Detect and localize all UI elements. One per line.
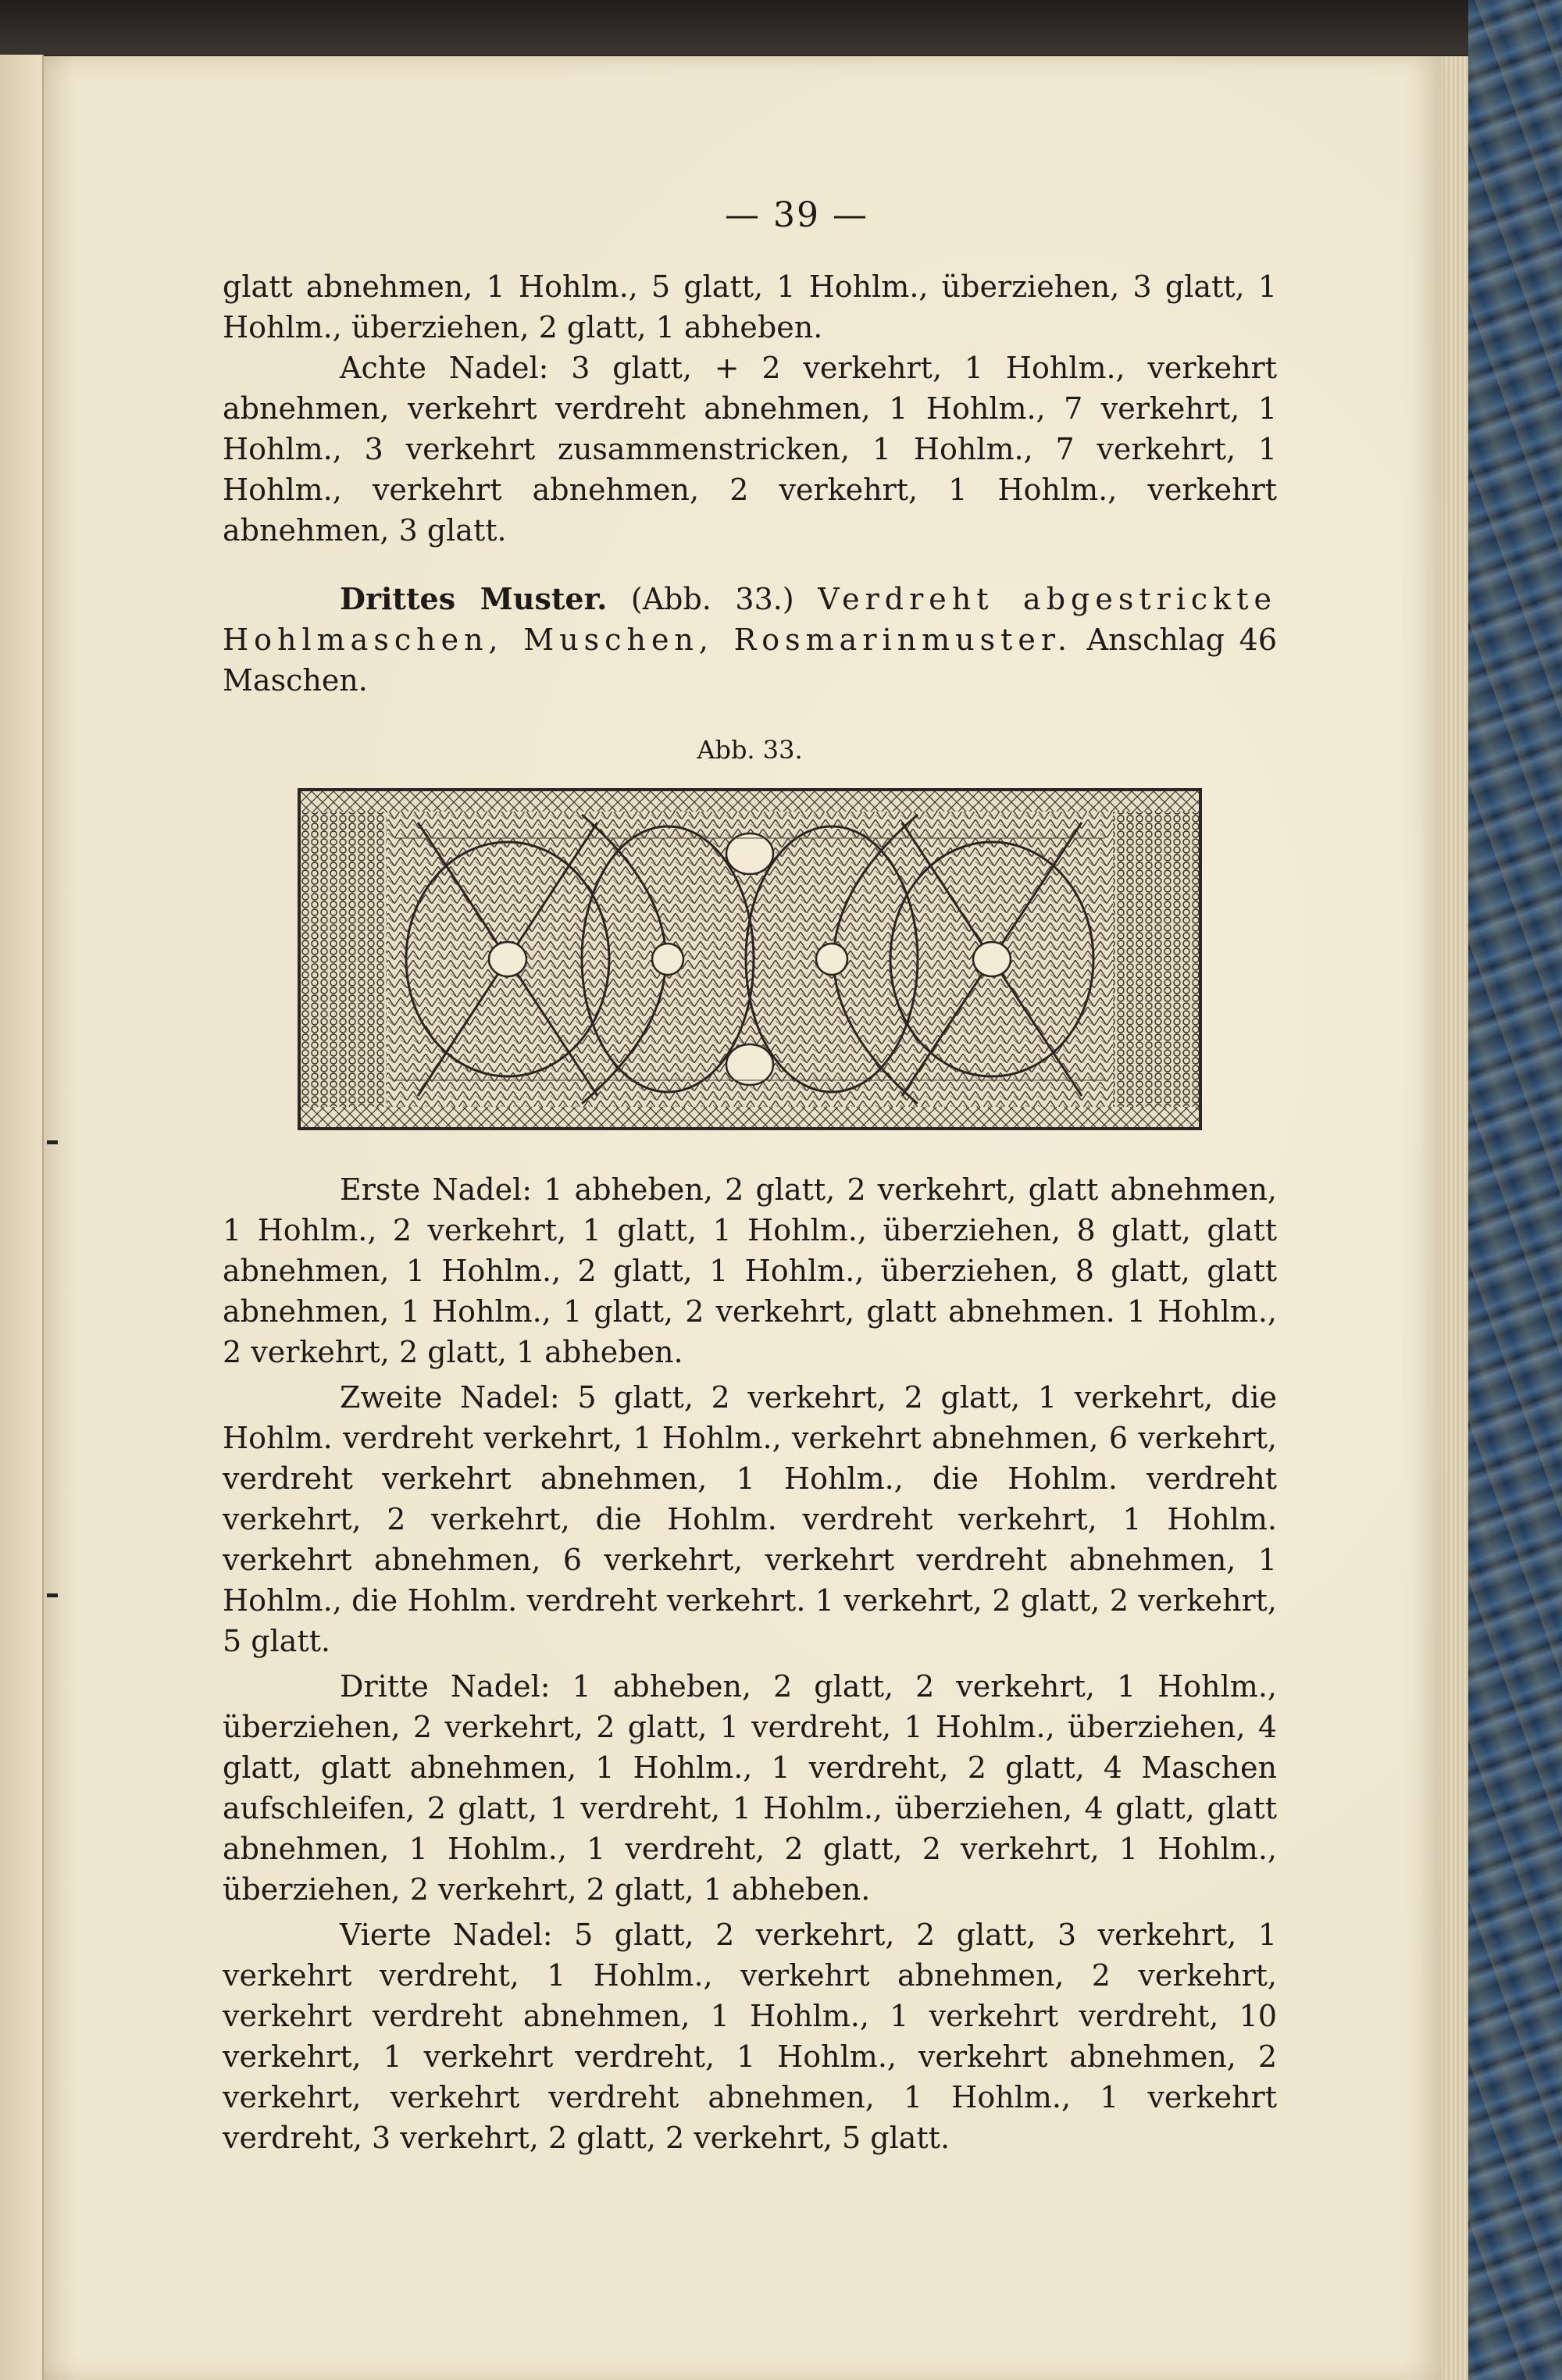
previous-page-edge bbox=[0, 55, 44, 2380]
cast-on: Anschlag 46 Maschen. bbox=[223, 623, 1277, 698]
row-instruction: Zweite Nadel: 5 glatt, 2 verkehrt, 2 glatt, 1 verkehrt, die Hohlm. verdreht verkehrt, 1 Hohlm., verkehrt abnehmen, 6 verkehrt, verdreht verkehrt abnehmen, 1 Hohlm., die Hohlm. verdreht verkehrt, 2 verkehrt, die Hohlm. verdreht verkehrt, 1 Hohlm. verkehrt abnehmen, 6 verkehrt, verkehrt verdreht abnehmen, 1 Hohlm., die Hohlm. verdreht verkehrt. 1 verkehrt, 2 glatt, 2 verkehrt, 5 glatt. bbox=[223, 1380, 1277, 1658]
gutter-mark bbox=[47, 1593, 58, 1597]
intro-paragraph: glatt abnehmen, 1 Hohlm., 5 glatt, 1 Hohlm., überziehen, 3 glatt, 1 Hohlm., überziehen, 2 glatt, 1 abheben. bbox=[223, 269, 1277, 344]
row-instruction: Vierte Nadel: 5 glatt, 2 verkehrt, 2 glatt, 3 verkehrt, 1 verkehrt verdreht, 1 Hohlm., verkehrt abnehmen, 2 verkehrt, verkehrt verdreht abnehmen, 1 Hohlm., 1 verkehrt verdreht, 10 verkehrt, 1 verkehrt verdreht, 1 Hohlm., verkehrt abnehmen, 2 verkehrt, verkehrt verdreht abnehmen, 1 Hohlm., 1 verkehrt verdreht, 3 verkehrt, 2 glatt, 2 verkehrt, 5 glatt. bbox=[223, 1918, 1277, 2155]
figure-label: Abb. 33. bbox=[697, 735, 803, 765]
scan-top-border bbox=[0, 0, 1562, 55]
marbled-cover-edge bbox=[1468, 0, 1562, 2380]
intro-paragraph: Achte Nadel: 3 glatt, + 2 verkehrt, 1 Hohlm., verkehrt abnehmen, verkehrt verdreht abnehmen, 1 Hohlm., 7 verkehrt, 1 Hohlm., 3 verkehrt zusammenstricken, 1 Hohlm., 7 verkehrt, 1 Hohlm., verkehrt abnehmen, 2 verkehrt, 1 Hohlm., verkehrt abnehmen, 3 glatt. bbox=[223, 351, 1277, 548]
pattern-heading bbox=[223, 579, 1277, 701]
knitting-pattern-drawing bbox=[301, 791, 1199, 1127]
page-content bbox=[223, 195, 1277, 2158]
pattern-subtitle: Verdreht abgestrickte Hohlmaschen, Muschen, Rosmarinmuster. bbox=[223, 582, 1277, 657]
figure-reference: (Abb. 33.) bbox=[630, 582, 794, 616]
gutter-mark bbox=[47, 1140, 58, 1144]
knitting-pattern-illustration bbox=[298, 788, 1202, 1130]
row-instruction: Erste Nadel: 1 abheben, 2 glatt, 2 verkehrt, glatt abnehmen, 1 Hohlm., 2 verkehrt, 1 glatt, 1 Hohlm., überziehen, 8 glatt, glatt abnehmen, 1 Hohlm., 2 glatt, 1 Hohlm., überziehen, 8 glatt, glatt abnehmen, 1 Hohlm., 1 glatt, 2 verkehrt, glatt abnehmen. 1 Hohlm., 2 verkehrt, 2 glatt, 1 abheben. bbox=[223, 1172, 1277, 1369]
row-instruction: Dritte Nadel: 1 abheben, 2 glatt, 2 verkehrt, 1 Hohlm., überziehen, 2 verkehrt, 2 glatt, 1 verdreht, 1 Hohlm., überziehen, 4 glatt, glatt abnehmen, 1 Hohlm., 1 verdreht, 2 glatt, 4 Maschen aufschleifen, 2 glatt, 1 verdreht, 1 Hohlm., überziehen, 4 glatt, glatt abnehmen, 1 Hohlm., 1 verdreht, 2 glatt, 2 verkehrt, 1 Hohlm., überziehen, 2 verkehrt, 2 glatt, 1 abheben. bbox=[223, 1669, 1277, 1907]
page-stack-edge bbox=[1442, 56, 1468, 2380]
page-number: — 39 — bbox=[725, 195, 868, 235]
pattern-title: Drittes Muster. bbox=[340, 581, 608, 616]
